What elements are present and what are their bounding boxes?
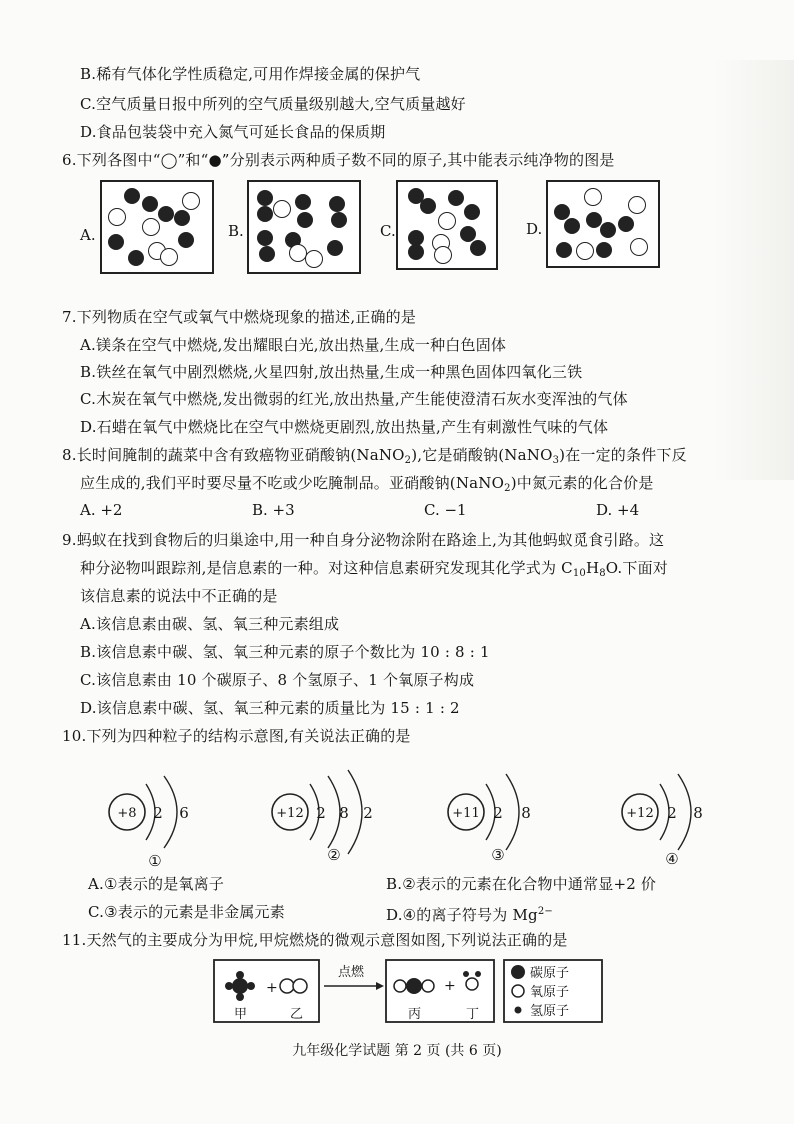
legend-carbon: 碳原子 (530, 966, 570, 981)
white-atom (142, 218, 160, 236)
nucleus-charge: +11 (452, 806, 480, 821)
electron-shell (506, 774, 519, 850)
black-atom (257, 206, 273, 222)
black-atom (586, 212, 602, 228)
q5-option-d: D.食品包装袋中充入氮气可延长食品的保质期 (80, 123, 386, 141)
carbon-atom (406, 978, 422, 994)
shell-electrons: 8 (339, 804, 349, 822)
white-atom (305, 250, 323, 268)
electron-shell (678, 774, 691, 850)
oxygen-atom (280, 979, 294, 993)
white-atom (182, 192, 200, 210)
atom-number-label: ② (327, 846, 341, 864)
white-atom (576, 242, 594, 260)
q6-label-b: B. (228, 222, 244, 240)
label-bing: 丙 (408, 1007, 422, 1022)
q9-option-d: D.该信息素中碳、氢、氧三种元素的质量比为 15 : 1 : 2 (80, 699, 460, 717)
oxygen-atom (293, 979, 307, 993)
black-atom (564, 218, 580, 234)
black-atom (556, 242, 572, 258)
electron-shell (348, 770, 362, 854)
hydrogen-atom (463, 971, 469, 977)
nucleus-charge: +8 (117, 806, 137, 821)
q6-label-a: A. (80, 226, 96, 244)
legend-hydrogen: 氢原子 (530, 1004, 570, 1019)
black-atom (174, 210, 190, 226)
white-atom (108, 208, 126, 226)
q9-stem-line2: 种分泌物叫跟踪剂,是信息素的一种。对这种信息素研究发现其化学式为 $C_{10}H_8O$.下面对 (80, 559, 668, 579)
legend-oxygen: 氧原子 (530, 985, 570, 1000)
q11-stem: 11.天然气的主要成分为甲烷,甲烷燃烧的微观示意图如图,下列说法正确的是 (62, 931, 568, 949)
white-atom (273, 200, 291, 218)
shell-electrons: 2 (316, 804, 326, 822)
black-atom (600, 222, 616, 238)
white-atom (630, 238, 648, 256)
q8-option-a: A. +2 (80, 501, 123, 519)
black-atom (448, 190, 464, 206)
q10-option-d: D.④的离子符号为 $Mg^{2-}$ (386, 906, 553, 924)
black-atom (464, 204, 480, 220)
q8-option-b: B. +3 (252, 501, 295, 519)
q8-option-c: C. −1 (424, 501, 467, 519)
q8-options (80, 500, 730, 520)
q10-stem: 10.下列为四种粒子的结构示意图,有关说法正确的是 (62, 727, 411, 745)
hydrogen-atom (475, 971, 481, 977)
q5-option-b: B.稀有气体化学性质稳定,可用作焊接金属的保护气 (80, 65, 421, 83)
black-atom (259, 246, 275, 262)
q9-option-c: C.该信息素由 10 个碳原子、8 个氢原子、1 个氧原子构成 (80, 671, 475, 689)
atom-number-label: ① (148, 852, 162, 870)
shell-electrons: 2 (493, 804, 503, 822)
plus-sign: + (266, 980, 278, 996)
white-atom (438, 212, 456, 230)
black-atom (257, 230, 273, 246)
shell-electrons: 8 (693, 804, 703, 822)
black-atom (124, 188, 140, 204)
q8-stem-line1: 8.长时间腌制的蔬菜中含有致癌物亚硝酸钠(NaNO$_2$),它是硝酸钠(NaNO$_3$)在一定的条件下反 (62, 446, 687, 466)
hydrogen-atom (236, 993, 244, 1001)
atom-number-label: ③ (491, 846, 505, 864)
electron-shell (164, 776, 177, 848)
nucleus-charge: +12 (276, 806, 304, 821)
q7-option-a: A.镁条在空气中燃烧,发出耀眼白光,放出热量,生成一种白色固体 (80, 336, 507, 354)
q6-box-c (396, 180, 498, 270)
black-atom (420, 198, 436, 214)
q10-option-b: B.②表示的元素在化合物中通常显+2 价 (386, 875, 657, 893)
label-yi: 乙 (290, 1007, 304, 1022)
black-atom (408, 244, 424, 260)
black-atom (329, 196, 345, 212)
q7-option-b: B.铁丝在氧气中剧烈燃烧,火星四射,放出热量,生成一种黑色固体四氧化三铁 (80, 363, 583, 381)
page-footer: 九年级化学试题 第 2 页 (共 6 页) (292, 1043, 502, 1059)
black-atom (128, 250, 144, 266)
q10-option-a: A.①表示的是氧离子 (88, 875, 225, 893)
q9-option-b: B.该信息素中碳、氢、氧三种元素的原子个数比为 10 : 8 : 1 (80, 643, 490, 661)
electron-shell (328, 776, 340, 848)
q8-stem-line2: 应生成的,我们平时要尽量不吃或少吃腌制品。亚硝酸钠(NaNO$_2$)中氮元素的化合价是 (80, 474, 654, 494)
q6-box-a (100, 180, 214, 274)
atom-structure-3 (448, 774, 531, 864)
q5-option-c: C.空气质量日报中所列的空气质量级别越大,空气质量越好 (80, 95, 466, 113)
black-atom (327, 240, 343, 256)
label-ding: 丁 (466, 1007, 480, 1022)
q6-box-d (546, 180, 660, 268)
q6-label-c: C. (380, 222, 396, 240)
q6-box-b (247, 180, 361, 274)
black-atom (108, 234, 124, 250)
oxygen-atom (422, 980, 434, 992)
hydrogen-atom (247, 982, 255, 990)
black-atom (142, 196, 158, 212)
q8-option-d: D. +4 (596, 501, 640, 519)
hydrogen-atom (236, 971, 244, 979)
plus-sign: + (444, 978, 456, 994)
atom-structure-2 (272, 770, 373, 864)
legend-hydrogen-icon (515, 1007, 522, 1014)
shell-electrons: 6 (179, 804, 189, 822)
legend-oxygen-icon (512, 985, 524, 997)
black-atom (596, 242, 612, 258)
q6-label-d: D. (526, 220, 543, 238)
atom-structure-1 (109, 776, 189, 870)
oxygen-atom (394, 980, 406, 992)
q10-atom-diagrams (80, 762, 720, 872)
label-jia: 甲 (234, 1007, 248, 1022)
white-atom (628, 196, 646, 214)
shell-electrons: 8 (521, 804, 531, 822)
shell-electrons: 2 (153, 804, 163, 822)
q6-stem: 6.下列各图中“◯”和“●”分别表示两种质子数不同的原子,其中能表示纯净物的图是 (62, 151, 615, 169)
black-atom (257, 190, 273, 206)
white-atom (160, 248, 178, 266)
black-atom (618, 216, 634, 232)
reaction-condition: 点燃 (338, 965, 365, 980)
black-atom (158, 206, 174, 222)
white-atom (434, 246, 452, 264)
carbon-atom (232, 978, 248, 994)
black-atom (554, 204, 570, 220)
q9-stem-line3: 该信息素的说法中不正确的是 (80, 587, 278, 605)
oxygen-atom (466, 978, 478, 990)
q7-stem: 7.下列物质在空气或氧气中燃烧现象的描述,正确的是 (62, 308, 417, 326)
black-atom (331, 212, 347, 228)
q7-option-d: D.石蜡在氧气中燃烧比在空气中燃烧更剧烈,放出热量,产生有刺激性气味的气体 (80, 418, 609, 436)
q9-option-a: A.该信息素由碳、氢、氧三种元素组成 (80, 615, 340, 633)
white-atom (584, 188, 602, 206)
q11-reaction-diagram (210, 958, 610, 1028)
arrow-head-icon (376, 982, 384, 990)
black-atom (470, 240, 486, 256)
shell-electrons: 2 (667, 804, 677, 822)
q10-option-c: C.③表示的元素是非金属元素 (88, 903, 285, 921)
atom-structure-4 (622, 774, 703, 868)
scan-shadow (714, 60, 794, 480)
hydrogen-atom (225, 982, 233, 990)
q9-stem-line1: 9.蚂蚁在找到食物后的归巢途中,用一种自身分泌物涂附在路途上,为其他蚂蚁觅食引路。这 (62, 531, 665, 549)
q7-option-c: C.木炭在氧气中燃烧,发出微弱的红光,放出热量,产生能使澄清石灰水变浑浊的气体 (80, 390, 628, 408)
nucleus-charge: +12 (626, 806, 654, 821)
black-atom (297, 212, 313, 228)
black-atom (178, 232, 194, 248)
legend-carbon-icon (511, 965, 525, 979)
atom-number-label: ④ (665, 850, 679, 868)
shell-electrons: 2 (363, 804, 373, 822)
black-atom (295, 194, 311, 210)
black-atom (460, 226, 476, 242)
